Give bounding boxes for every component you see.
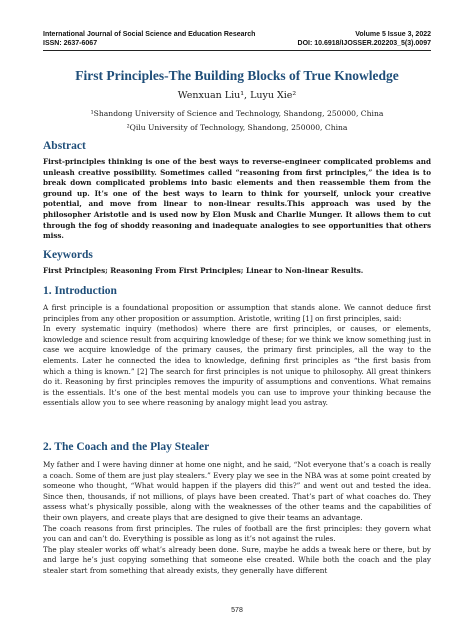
header-divider — [43, 50, 431, 51]
page-number: 578 — [231, 607, 243, 614]
abstract-text: First-principles thinking is one of the best ways to reverse-engineer complicated problems and unleash creative possibility. Sometimes called “reasoning from first principles,” the idea is to break down complicated problems into basic elements and then reassemble them from the ground up. It’s one of the best ways to learn to think for yourself, unlock your creative potential, and move from linear to non-linear results.This approach was used by the philosopher Aristotle and is used now by Elon Musk and Charlie Munger. It allows them to cut through the fog of shoddy reasoning and inadequate analogies to see opportunities that others miss. — [43, 157, 431, 241]
volume-issue: Volume 5 Issue 3, 2022 — [355, 31, 431, 38]
abstract-heading: Abstract — [43, 140, 86, 152]
coach-paragraph-2: The coach reasons from first principles. The rules of football are the first principles: they govern what you can and can’t do. Everything is possible as long as it’s not against the rules. — [43, 523, 431, 544]
keywords-heading: Keywords — [43, 249, 93, 261]
coach-paragraph-3: The play stealer works off what’s already been done. Sure, maybe he adds a tweak here or there, but by and large he’s just copying something that someone else created. While both the coach and the play stealer start from something that already exists, they generally have different — [43, 544, 431, 575]
doi: DOI: 10.6918/IJOSSER.202203_5(3).0097 — [297, 40, 431, 47]
affiliation-2: ²Qilu University of Technology, Shandong, 250000, China — [126, 123, 348, 132]
keywords-text: First Principles; Reasoning From First Principles; Linear to Non-linear Results. — [43, 266, 364, 275]
section-introduction-heading: 1. Introduction — [43, 285, 117, 297]
section-coach-body — [43, 460, 431, 577]
paper-title: First Principles-The Building Blocks of True Knowledge — [75, 68, 399, 83]
affiliation-1: ¹Shandong University of Science and Technology, Shandong, 250000, China — [90, 109, 384, 118]
running-header-line2 — [43, 39, 431, 48]
running-header-line1 — [43, 30, 431, 39]
section-coach-heading: 2. The Coach and the Play Stealer — [43, 441, 210, 453]
paper-authors: Wenxuan Liu¹, Luyu Xie² — [177, 90, 297, 101]
intro-paragraph-1: A first principle is a foundational proposition or assumption that stands alone. We cannot deduce first principles from any other proposition or assumption. Aristotle, writing [1] on first principles, said: — [43, 303, 431, 323]
section-introduction-body — [43, 303, 431, 409]
coach-paragraph-1: My father and I were having dinner at home one night, and he said, “Not everyone that’s a coach is really a coach. Some of them are just play stealers.” Every play we see in the NBA was at some point created by someone who thought, “What would happen if the players did this?” and went out and tested the idea. Since then, thousands, if not millions, of plays have been created. That’s part of what coaches do. They assess what’s physically possible, along with the weaknesses of the other teams and the capabilities of their own players, and create plays that are designed to give their teams an advantage. — [43, 460, 431, 522]
journal-name: International Journal of Social Science and Education Research — [43, 31, 256, 38]
issn: ISSN: 2637-6067 — [43, 40, 98, 47]
intro-paragraph-2: In every systematic inquiry (methodos) where there are first principles, or causes, or elements, knowledge and science result from acquiring knowledge of these; for we think we know something just in case we acquire knowledge of the primary causes, the primary first principles, all the way to the elements. Later he connected the idea to knowledge, defining first principles as “the first basis from which a thing is known.” [2] The search for first principles is not unique to philosophy. All great thinkers do it. Reasoning by first principles removes the impurity of assumptions and conventions. What remains is the essentials. It’s one of the best mental models you can use to improve your thinking because the essentials allow you to see where reasoning by analogy might lead you astray. — [43, 324, 431, 408]
